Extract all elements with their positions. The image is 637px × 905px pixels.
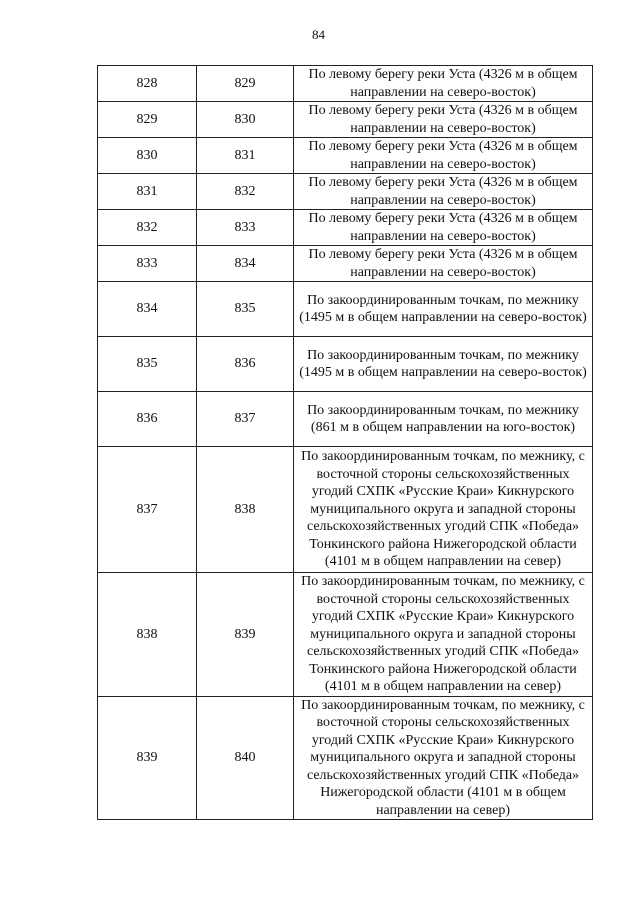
point-to: 836 bbox=[197, 337, 294, 392]
point-from: 831 bbox=[98, 174, 197, 210]
boundary-description: По закоординированным точкам, по межнику, с восточной стороны сельскохозяйственных угодий СХПК «Русские Краи» Кикнурского муниципального округа и западной стороны сельскохозяйственных угодий СПК «Победа» Тонкинского района Нижегородской области (4101 м в общем направлении на север) bbox=[294, 447, 593, 573]
table-row bbox=[98, 337, 593, 392]
point-from: 835 bbox=[98, 337, 197, 392]
point-to: 838 bbox=[197, 447, 294, 573]
boundary-description: По закоординированным точкам, по межнику (1495 м в общем направлении на северо-восток) bbox=[294, 282, 593, 337]
table-row bbox=[98, 102, 593, 138]
boundary-description: По левому берегу реки Уста (4326 м в общем направлении на северо-восток) bbox=[294, 102, 593, 138]
point-from: 833 bbox=[98, 246, 197, 282]
boundary-description: По левому берегу реки Уста (4326 м в общем направлении на северо-восток) bbox=[294, 174, 593, 210]
point-from: 838 bbox=[98, 573, 197, 697]
table-row bbox=[98, 174, 593, 210]
boundary-description: По закоординированным точкам, по межнику, с восточной стороны сельскохозяйственных угодий СХПК «Русские Краи» Кикнурского муниципального округа и западной стороны сельскохозяйственных угодий СПК «Победа» Нижегородской области (4101 м в общем направлении на север) bbox=[294, 696, 593, 820]
table-row bbox=[98, 66, 593, 102]
point-from: 836 bbox=[98, 392, 197, 447]
boundary-description: По закоординированным точкам, по межнику, с восточной стороны сельскохозяйственных угодий СХПК «Русские Краи» Кикнурского муниципального округа и западной стороны сельскохозяйственных угодий СПК «Победа» Тонкинского района Нижегородской области (4101 м в общем направлении на север) bbox=[294, 573, 593, 697]
table-row bbox=[98, 447, 593, 573]
point-from: 830 bbox=[98, 138, 197, 174]
boundary-description: По закоординированным точкам, по межнику (1495 м в общем направлении на северо-восток) bbox=[294, 337, 593, 392]
point-to: 830 bbox=[197, 102, 294, 138]
point-from: 828 bbox=[98, 66, 197, 102]
table-row bbox=[98, 282, 593, 337]
table-row bbox=[98, 696, 593, 820]
point-from: 837 bbox=[98, 447, 197, 573]
page-number: 84 bbox=[312, 27, 325, 42]
boundary-description: По левому берегу реки Уста (4326 м в общем направлении на северо-восток) bbox=[294, 210, 593, 246]
point-to: 835 bbox=[197, 282, 294, 337]
boundary-table bbox=[97, 65, 593, 820]
table-row bbox=[98, 246, 593, 282]
boundary-description: По левому берегу реки Уста (4326 м в общем направлении на северо-восток) bbox=[294, 138, 593, 174]
table-row bbox=[98, 138, 593, 174]
point-to: 831 bbox=[197, 138, 294, 174]
boundary-description: По левому берегу реки Уста (4326 м в общем направлении на северо-восток) bbox=[294, 246, 593, 282]
point-to: 834 bbox=[197, 246, 294, 282]
boundary-description: По закоординированным точкам, по межнику (861 м в общем направлении на юго-восток) bbox=[294, 392, 593, 447]
point-to: 840 bbox=[197, 696, 294, 820]
point-from: 834 bbox=[98, 282, 197, 337]
point-from: 829 bbox=[98, 102, 197, 138]
point-from: 832 bbox=[98, 210, 197, 246]
point-to: 837 bbox=[197, 392, 294, 447]
point-from: 839 bbox=[98, 696, 197, 820]
table-row bbox=[98, 392, 593, 447]
boundary-description: По левому берегу реки Уста (4326 м в общем направлении на северо-восток) bbox=[294, 66, 593, 102]
point-to: 839 bbox=[197, 573, 294, 697]
table-row bbox=[98, 210, 593, 246]
point-to: 829 bbox=[197, 66, 294, 102]
point-to: 833 bbox=[197, 210, 294, 246]
table-row bbox=[98, 573, 593, 697]
point-to: 832 bbox=[197, 174, 294, 210]
